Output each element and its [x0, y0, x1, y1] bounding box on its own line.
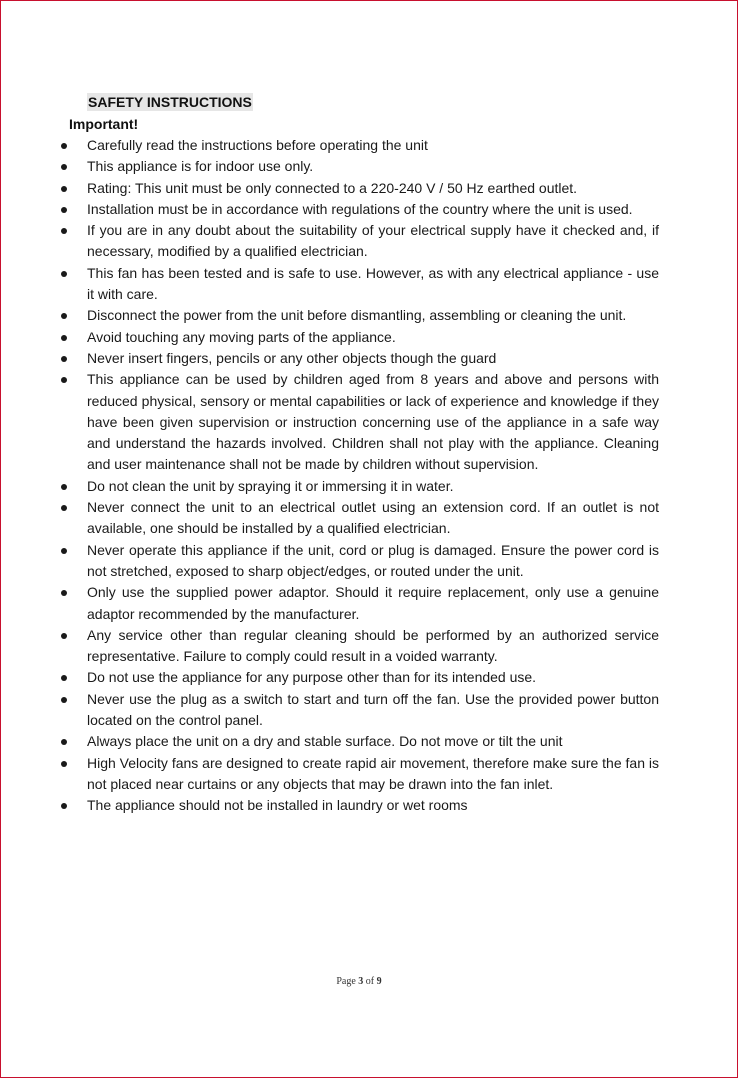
bullet-icon: [61, 377, 67, 383]
current-page-number: 3: [358, 976, 364, 987]
list-item: Carefully read the instructions before operating the unit: [57, 135, 659, 156]
page-word: Page: [336, 976, 356, 987]
list-item: Do not use the appliance for any purpose other than for its intended use.: [57, 667, 659, 688]
bullet-icon: [61, 207, 67, 213]
list-item: High Velocity fans are designed to create rapid air movement, therefore make sure the fan is not placed near curtains or any objects that may be drawn into the fan inlet.: [57, 753, 659, 796]
bullet-icon: [61, 697, 67, 703]
bullet-icon: [61, 505, 67, 511]
bullet-icon: [61, 313, 67, 319]
list-item: The appliance should not be installed in laundry or wet rooms: [57, 795, 659, 816]
bullet-icon: [61, 675, 67, 681]
list-item: Always place the unit on a dry and stable surface. Do not move or tilt the unit: [57, 731, 659, 752]
list-item: Only use the supplied power adaptor. Should it require replacement, only use a genuine adaptor recommended by the manufacturer.: [57, 582, 659, 625]
list-item: This appliance is for indoor use only.: [57, 156, 659, 177]
list-item: Installation must be in accordance with regulations of the country where the unit is used.: [57, 199, 659, 220]
bullet-icon: [61, 143, 67, 149]
list-item: Do not clean the unit by spraying it or immersing it in water.: [57, 476, 659, 497]
bullet-icon: [61, 633, 67, 639]
bullet-icon: [61, 803, 67, 809]
list-item: Rating: This unit must be only connected to a 220-240 V / 50 Hz earthed outlet.: [57, 178, 659, 199]
list-item: Any service other than regular cleaning should be performed by an authorized service representative. Failure to comply could result in a voided warranty.: [57, 625, 659, 668]
safety-instructions-list: [57, 135, 659, 817]
list-item: Disconnect the power from the unit before dismantling, assembling or cleaning the unit.: [57, 305, 659, 326]
list-item: Never operate this appliance if the unit, cord or plug is damaged. Ensure the power cord is not stretched, exposed to sharp object/edges, or routed under the unit.: [57, 540, 659, 583]
bullet-icon: [61, 356, 67, 362]
list-item: If you are in any doubt about the suitability of your electrical supply have it checked and, if necessary, modified by a qualified electrician.: [57, 220, 659, 263]
list-item: Never use the plug as a switch to start and turn off the fan. Use the provided power button located on the control panel.: [57, 689, 659, 732]
list-item: Avoid touching any moving parts of the appliance.: [57, 327, 659, 348]
bullet-icon: [61, 186, 67, 192]
list-item: This fan has been tested and is safe to use. However, as with any electrical appliance - use it with care.: [57, 263, 659, 306]
bullet-icon: [61, 739, 67, 745]
bullet-icon: [61, 228, 67, 234]
bullet-icon: [61, 484, 67, 490]
bullet-icon: [61, 164, 67, 170]
bullet-icon: [61, 590, 67, 596]
section-title: SAFETY INSTRUCTIONS: [88, 94, 252, 110]
total-pages-number: 9: [376, 976, 382, 987]
list-item: Never connect the unit to an electrical outlet using an extension cord. If an outlet is not available, one should be installed by a qualified electrician.: [57, 497, 659, 540]
page-number-footer: [1, 976, 717, 987]
bullet-icon: [61, 271, 67, 277]
important-heading: Important!: [69, 116, 139, 132]
list-item: Never insert fingers, pencils or any other objects though the guard: [57, 348, 659, 369]
bullet-icon: [61, 335, 67, 341]
list-item: This appliance can be used by children aged from 8 years and above and persons with reduced physical, sensory or mental capabilities or lack of experience and knowledge if they have been given supervision or instruction concerning use of the appliance in a safe way and understand the hazards involved. Children shall not play with the appliance. Cleaning and user maintenance shall not be made by children without supervision.: [57, 369, 659, 475]
of-word: of: [365, 976, 375, 987]
bullet-icon: [61, 548, 67, 554]
bullet-icon: [61, 761, 67, 767]
